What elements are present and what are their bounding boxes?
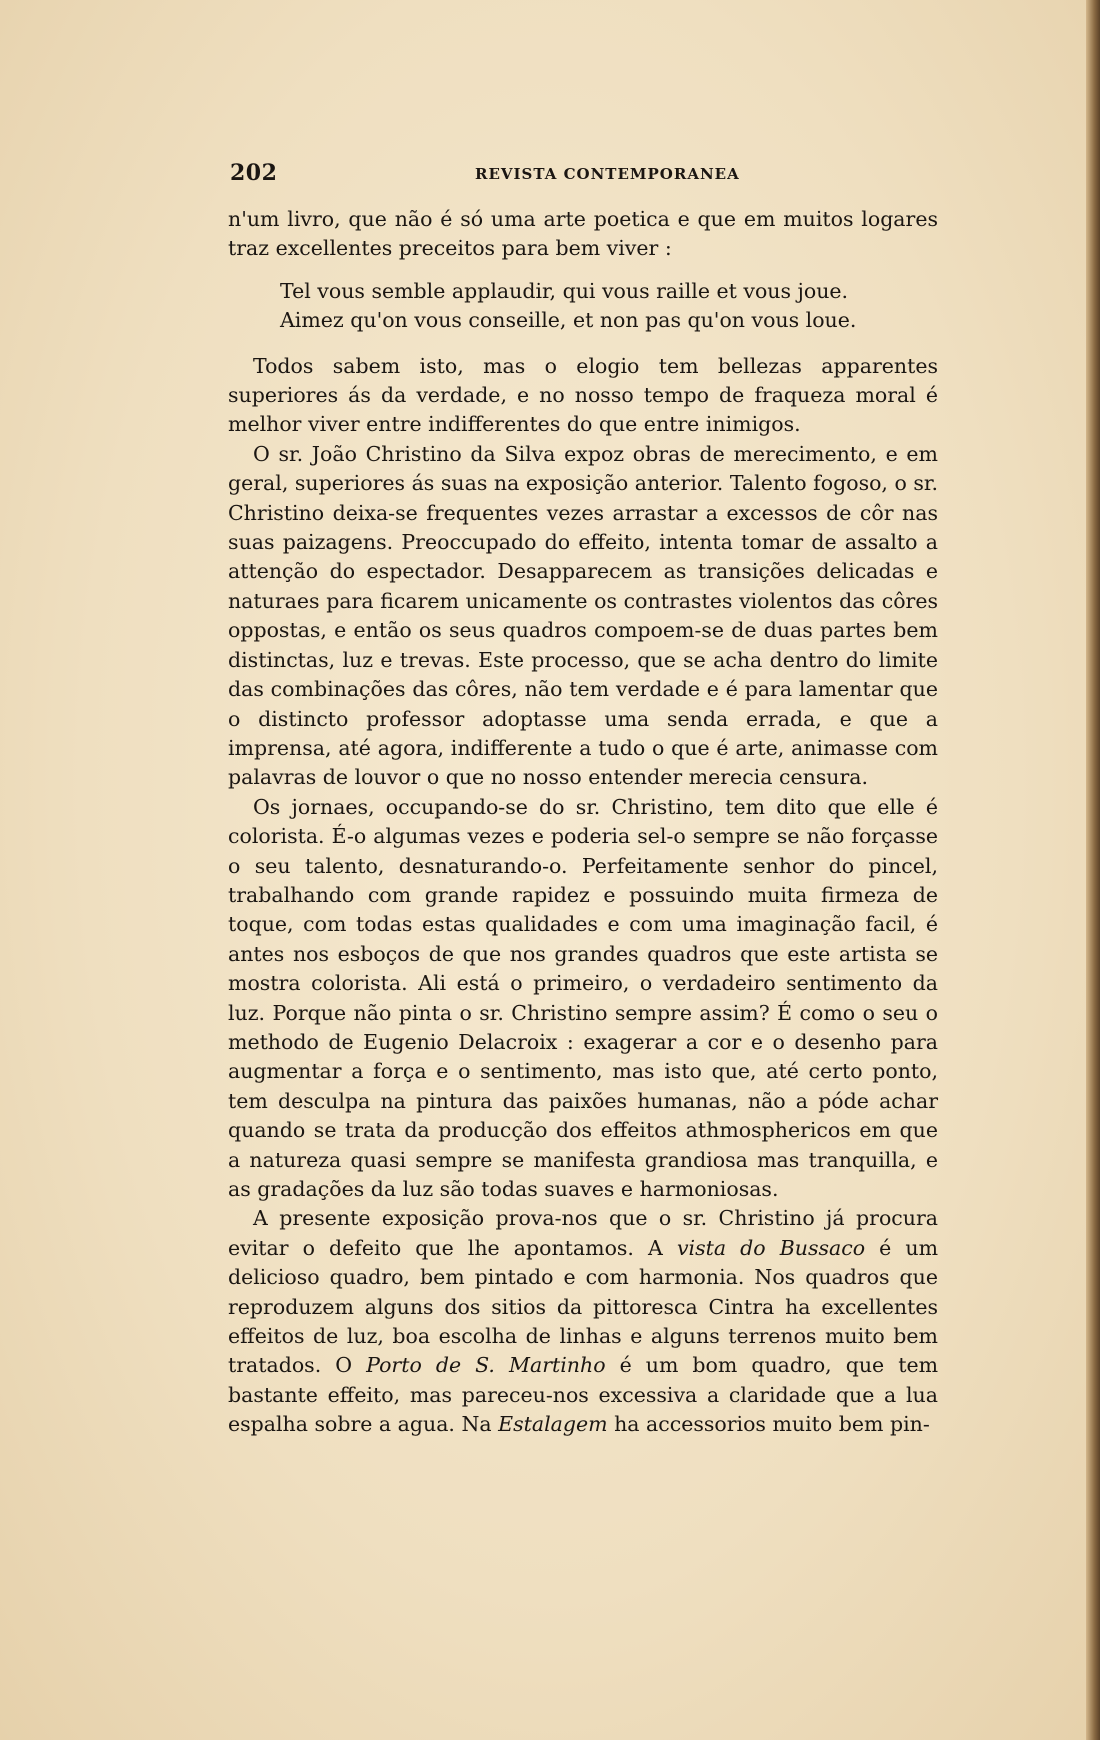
paragraph-1: Todos sabem isto, mas o elogio tem bellezas apparentes superiores ás da verdade, e no nosso tempo de fraqueza moral é melhor viver entre indifferentes do que entre inimigos. (228, 353, 938, 437)
verse-line-1: Tel vous semble applaudir, qui vous raille et vous joue. (280, 278, 849, 303)
work-title-estalagem: Estalagem (498, 1412, 608, 1437)
paragraph-3: Os jornaes, occupando-se do sr. Christino, tem dito que elle é colorista. É-o algumas vezes e poderia sel-o sempre se não forçasse o seu talento, desnaturando-o. Perfeitamente senhor do pincel, trabalhando com grande rapidez e possuindo muita firmeza de toque, com todas estas qualidades e com uma imaginação facil, é antes nos esboços de que nos grandes quadros que este artista se mostra colorista. Ali está o primeiro, o verdadeiro sentimento da luz. Porque não pinta o sr. Christino sempre assim? É como o seu o methodo de Eugenio Delacroix : exagerar a cor e o desenho para augmentar a força e o sentimento, mas isto que, até certo ponto, tem desculpa na pintura das paixões humanas, não a póde achar quando se trata da producção dos effeitos athmosphericos em que a natureza quasi sempre se manifesta grandiosa mas tranquilla, e as gradações da luz são todas suaves e harmoniosas. (228, 794, 938, 1201)
work-title-porto-de-s-martinho: Porto de S. Martinho (366, 1353, 606, 1378)
verse-quote (280, 277, 938, 336)
page-number: 202 (230, 160, 278, 186)
work-title-vista-do-bussaco: vista do Bussaco (676, 1235, 866, 1260)
paragraph-4 (228, 1204, 938, 1439)
p4-text-1: A presente exposição prova-nos que o sr. Christino já procura evitar o defeito que lhe apontamos. A (228, 1206, 938, 1260)
intro-paragraph: n'um livro, que não é só uma arte poetica e que em muitos logares traz excellentes preceitos para bem viver : (228, 207, 938, 261)
running-title: REVISTA CONTEMPORANEA (475, 165, 740, 183)
p4-text-2: é um delicioso quadro, bem pintado e com harmonia. Nos quadros que reproduzem alguns dos sitios da pittoresca Cintra ha excellentes effeitos de luz, boa escolha de linhas e alguns terrenos muito bem tratados. O (228, 1235, 939, 1378)
verse-line-2: Aimez qu'on vous conseille, et non pas qu'on vous loue. (280, 308, 857, 333)
body-text (228, 205, 938, 1440)
running-header (230, 160, 940, 188)
paragraph-2: O sr. João Christino da Silva expoz obras de merecimento, e em geral, superiores ás suas na exposição anterior. Talento fogoso, o sr. Christino deixa-se frequentes vezes arrastar a excessos de côr nas suas paizagens. Preoccupado do effeito, intenta tomar de assalto a attenção do espectador. Desapparecem as transições delicadas e naturaes para ficarem unicamente os contrastes violentos das côres oppostas, e então os seus quadros compoem-se de duas partes bem distinctas, luz e trevas. Este processo, que se acha dentro do limite das combinações das côres, não tem verdade e é para lamentar que o distincto professor adoptasse uma senda errada, e que a imprensa, até agora, indifferente a tudo o que é arte, animasse com palavras de louvor o que no nosso entender merecia censura. (228, 441, 938, 790)
p4-text-3: é um bom quadro, que tem bastante effeito, mas pareceu-nos excessiva a claridade que a lua espalha sobre a agua. Na (228, 1353, 939, 1437)
page-edge (1086, 0, 1100, 1740)
p4-text-4: ha accessorios muito bem pin- (607, 1412, 930, 1437)
